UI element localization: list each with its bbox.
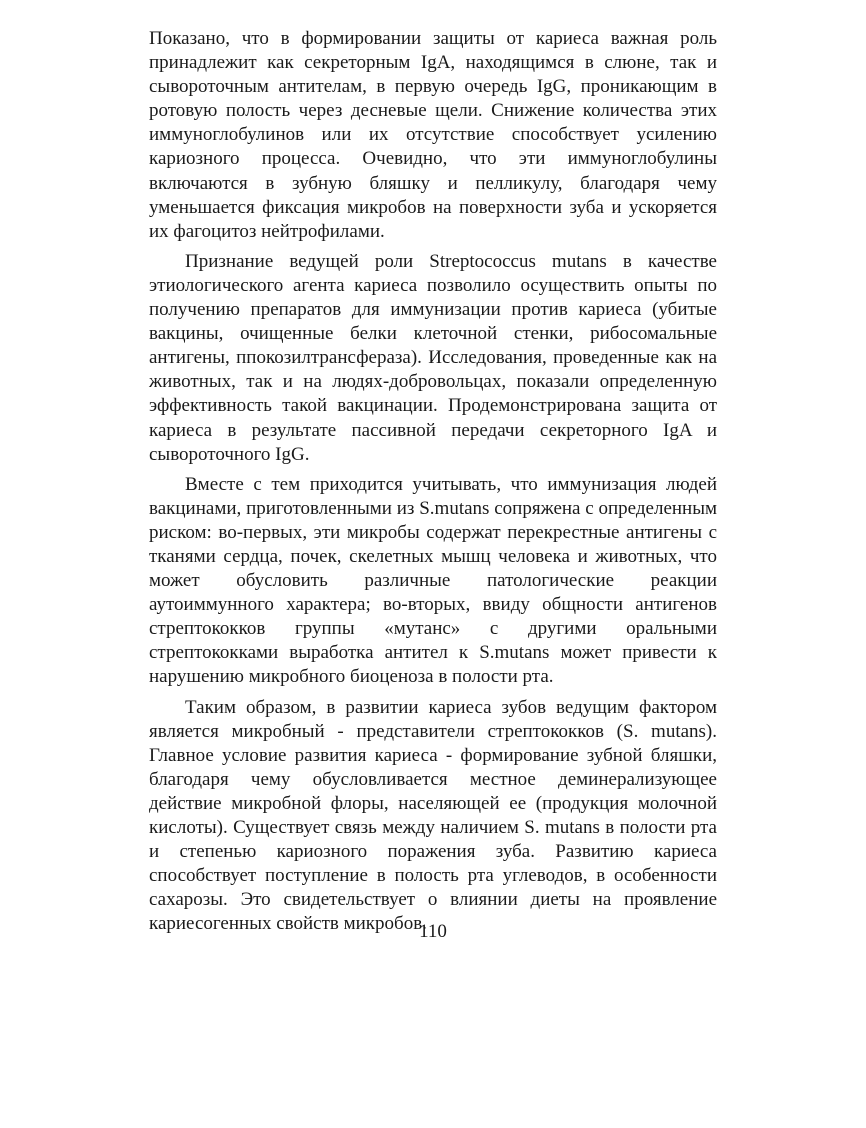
page-body: [149, 27, 717, 936]
paragraph-immunoglobulins: Показано, что в формировании защиты от кариеса важная роль принадлежит как секреторным IgA, находящимся в слюне, так и сывороточным антителам, в первую очередь IgG, проникающим в ротовую полость через десневые щели. Снижение количества этих иммуноглобулинов или их отсутствие способствует усилению кариозного процесса. Очевидно, что эти иммуноглобулины включаются в зубную бляшку и пелликулу, благодаря чему уменьшается фиксация микробов на поверхности зуба и ускоряется их фагоцитоз нейтрофилами.: [149, 28, 717, 242]
paragraph-immunization-risks: Вместе с тем приходится учитывать, что иммунизация людей вакцинами, приготовленными из S.mutans сопряжена с определенным риском: во-первых, эти микробы содержат перекрестные антигены с тканями сердца, почек, скелетных мышц человека и животных, что может обусловить различные патологические реакции аутоиммунного характера; во-вторых, ввиду общности антигенов стрептококков группы «мутанс» с другими оральными стрептококками выработка антител к S.mutans может привести к нарушению микробного биоценоза в полости рта.: [149, 473, 717, 688]
page-number: 110: [419, 921, 447, 942]
paragraph-conclusion: Таким образом, в развитии кариеса зубов ведущим фактором является микробный - представители стрептококков (S. mutans). Главное условие развития кариеса - формирование зубной бляшки, благодаря чему обусловливается местное деминерализующее действие микробной флоры, населяющей ее (продукция молочной кислоты). Существует связь между наличием S. mutans в полости рта и степенью кариозного поражения зуба. Развитию кариеса способствует поступление в полость рта углеводов, в особенности сахарозы. Это свидетельствует о влиянии диеты на проявление кариесогенных свойств микробов.: [149, 696, 717, 935]
paragraph-streptococcus-vaccines: Признание ведущей роли Streptococcus mutans в качестве этиологического агента кариеса позволило осуществить опыты по получению препаратов для иммунизации против кариеса (убитые вакцины, очищенные белки клеточной стенки, рибосомальные антигены, ппокозилтрансфераза). Исследования, проведенные как на животных, так и на людях-добровольцах, показали определенную эффективность такой вакцинации. Продемонстрирована защита от кариеса в результате пассивной передачи секреторного IgA и сывороточного IgG.: [149, 250, 717, 465]
